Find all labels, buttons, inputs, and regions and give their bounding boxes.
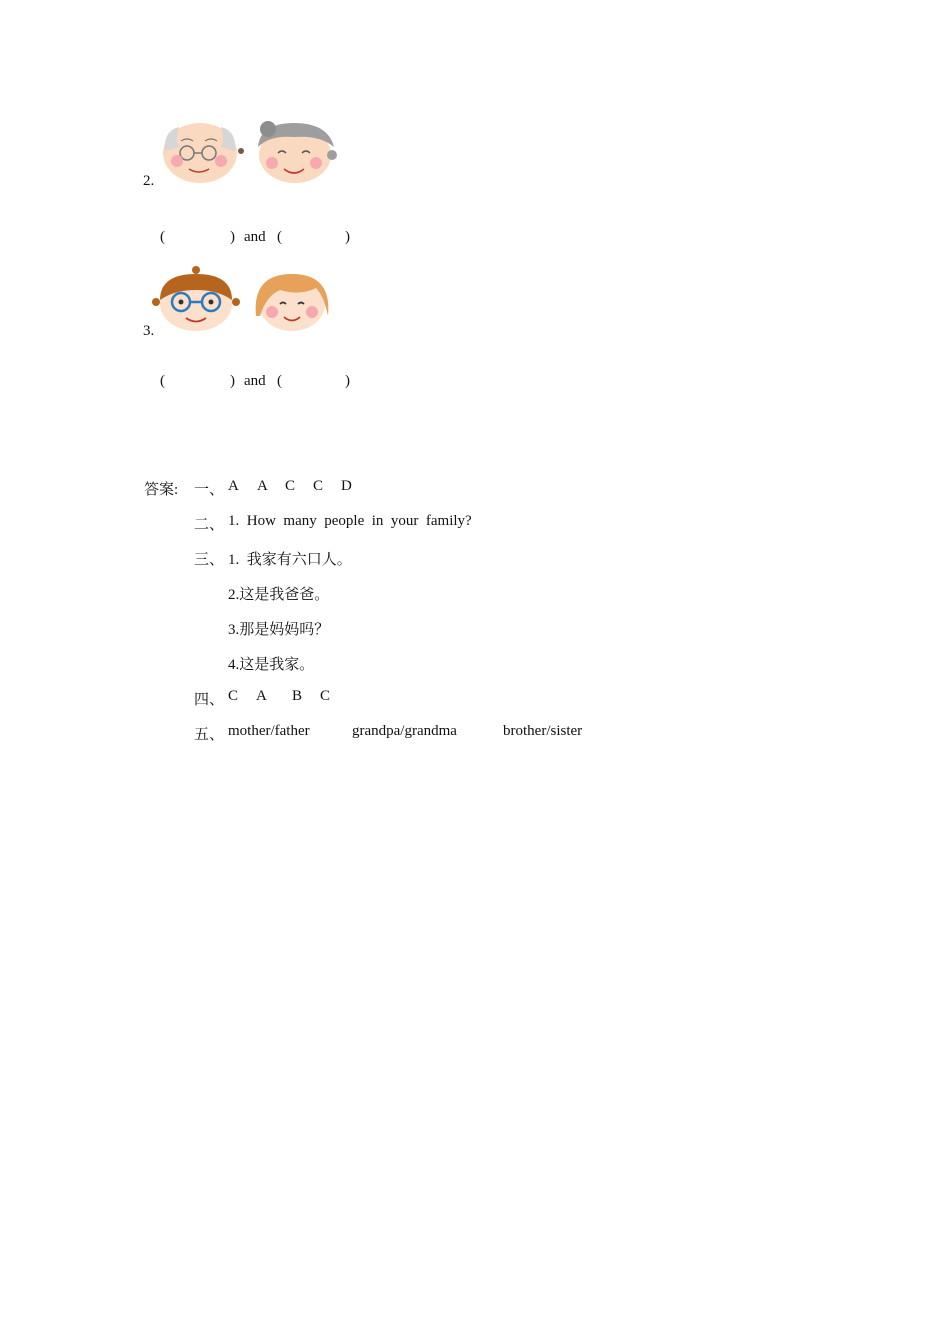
q2-answer-blank-left-open[interactable]: ( [160, 229, 165, 245]
q3-answer-blank-right-open[interactable]: ( [277, 373, 282, 389]
q2-and-label: and [244, 229, 266, 245]
section-1-answer: C [285, 478, 296, 494]
section-4-answer: C [320, 688, 331, 704]
section-4-answer: A [256, 688, 267, 704]
section-3-answer: 1. 我家有六口人。 [228, 552, 352, 568]
section-3-answer: 3.那是妈妈吗？ [228, 622, 330, 638]
question-number-3: 3. [143, 323, 155, 339]
sister-face-icon [250, 266, 334, 334]
section-3-prefix: 三、 [194, 552, 225, 568]
q2-answer-blank-right-close[interactable]: ) [345, 229, 350, 245]
q2-answer-blank-left-close[interactable]: ) [230, 229, 235, 245]
section-3-answer: 4.这是我家。 [228, 657, 315, 673]
answers-heading: 答案: [144, 482, 179, 498]
section-1-answer: A [228, 478, 239, 494]
q3-answer-blank-right-close[interactable]: ) [345, 373, 350, 389]
section-1-prefix: 一、 [194, 482, 225, 498]
section-1-answer: D [341, 478, 352, 494]
section-4-answer: B [292, 688, 303, 704]
q3-and-label: and [244, 373, 266, 389]
question-number-2: 2. [143, 173, 155, 189]
brother-face-icon [154, 266, 238, 334]
section-5-answer: brother/sister [503, 723, 583, 739]
section-5-answer: grandpa/grandma [352, 723, 457, 739]
section-1-answer: C [313, 478, 324, 494]
section-3-answer: 2.这是我爸爸。 [228, 587, 330, 603]
q3-answer-blank-left-close[interactable]: ) [230, 373, 235, 389]
grandma-face-icon [250, 117, 340, 187]
section-2-prefix: 二、 [194, 517, 225, 533]
section-5-answer: mother/father [228, 723, 310, 739]
section-4-prefix: 四、 [194, 692, 225, 708]
section-1-answer: A [257, 478, 268, 494]
section-5-prefix: 五、 [194, 727, 225, 743]
section-4-answer: C [228, 688, 239, 704]
grandpa-face-icon [155, 117, 245, 187]
q3-answer-blank-left-open[interactable]: ( [160, 373, 165, 389]
section-2-answer: 1. How many people in your family? [228, 513, 472, 529]
q2-answer-blank-right-open[interactable]: ( [277, 229, 282, 245]
